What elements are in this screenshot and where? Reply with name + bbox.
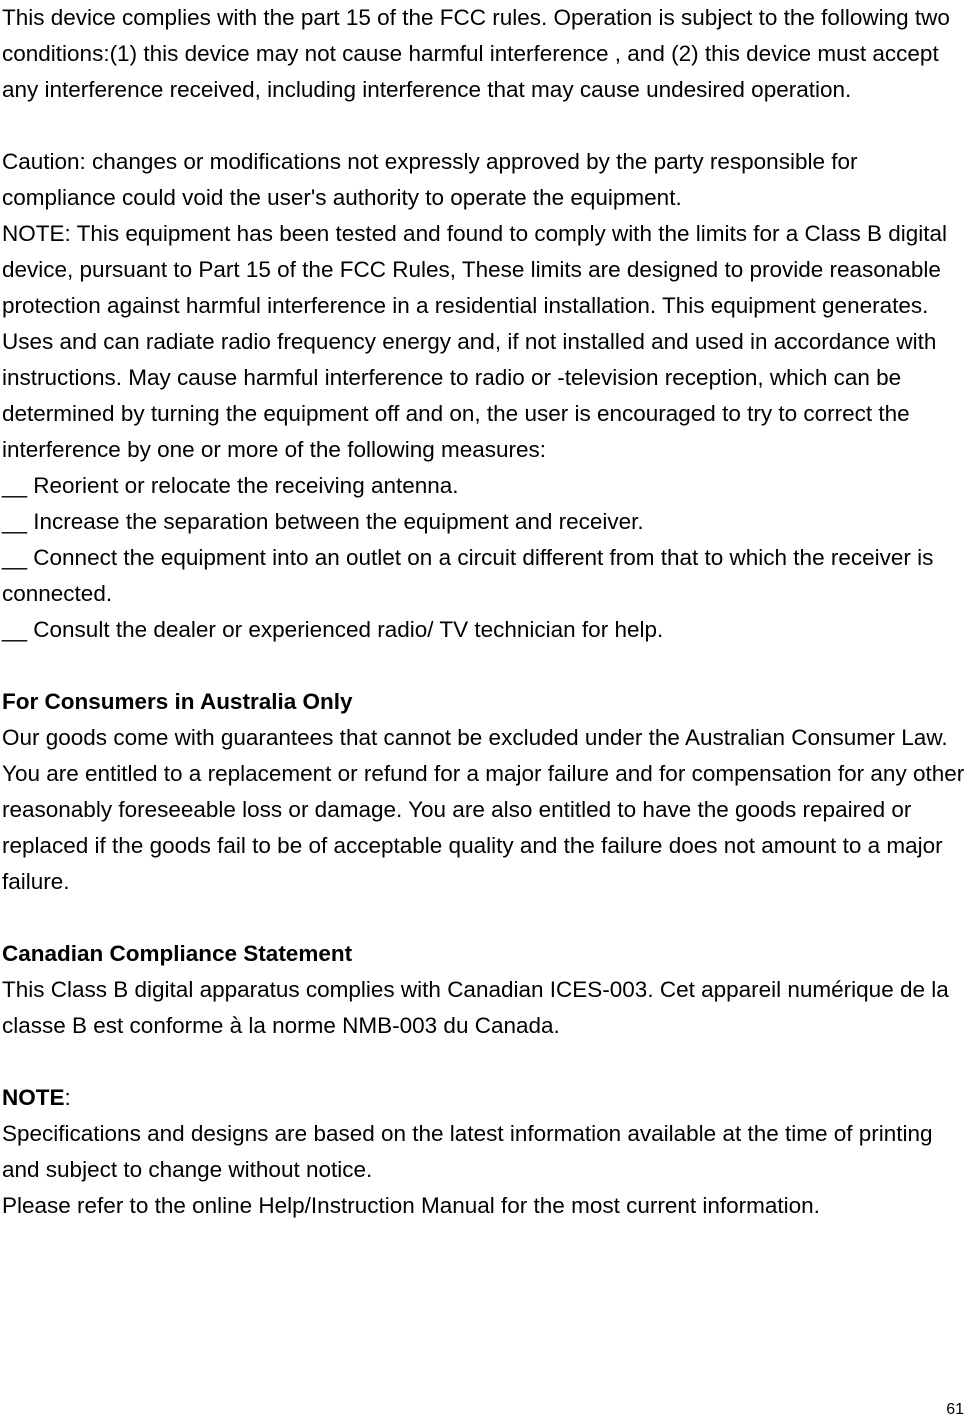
spacer	[2, 648, 970, 684]
fcc-intro-paragraph: This device complies with the part 15 of the FCC rules. Operation is subject to the following two conditions:(1) this device may not cause harmful interference , and (2) this device must accept any interference received, including interference that may cause undesired operation.	[2, 5, 950, 102]
note-colon: :	[64, 1085, 71, 1110]
canada-heading: Canadian Compliance Statement	[2, 941, 353, 966]
note-heading	[2, 1080, 970, 1116]
fcc-note-paragraph: NOTE: This equipment has been tested and found to comply with the limits for a Class B digital device, pursuant to Part 15 of the FCC Rules, These limits are designed to provide reasonable protection against harmful interference in a residential installation. This equipment generates. Uses and can radiate radio frequency energy and, if not installed and used in accordance with instructions. May cause harmful interference to radio or -television reception, which can be determined by turning the equipment off and on, the user is encouraged to try to correct the interference by one or more of the following measures:	[2, 221, 948, 462]
measure-item: __ Reorient or relocate the receiving antenna.	[2, 473, 459, 498]
spacer	[2, 900, 970, 936]
measure-item: __ Connect the equipment into an outlet on a circuit different from that to which the receiver is connected.	[2, 545, 934, 606]
measure-item: __ Increase the separation between the equipment and receiver.	[2, 509, 644, 534]
spacer	[2, 1044, 970, 1080]
spec-paragraph: Specifications and designs are based on the latest information available at the time of printing and subject to change without notice.	[2, 1121, 933, 1182]
note-label: NOTE	[2, 1085, 65, 1110]
fcc-caution-paragraph: Caution: changes or modifications not expressly approved by the party responsible for compliance could void the user's authority to operate the equipment.	[2, 149, 858, 210]
canada-paragraph: This Class B digital apparatus complies with Canadian ICES-003. Cet appareil numérique de la classe B est conforme à la norme NMB-003 du Canada.	[2, 977, 949, 1038]
page-number: 61	[946, 1401, 964, 1418]
australia-paragraph: Our goods come with guarantees that cannot be excluded under the Australian Consumer Law. You are entitled to a replacement or refund for a major failure and for compensation for any other reasonably foreseeable loss or damage. You are also entitled to have the goods repaired or replaced if the goods fail to be of acceptable quality and the failure does not amount to a major failure.	[2, 725, 965, 894]
spacer	[2, 108, 970, 144]
measure-item: __ Consult the dealer or experienced radio/ TV technician for help.	[2, 617, 664, 642]
australia-heading: For Consumers in Australia Only	[2, 689, 353, 714]
document-body	[2, 0, 970, 1224]
refer-paragraph: Please refer to the online Help/Instruction Manual for the most current information.	[2, 1193, 820, 1218]
